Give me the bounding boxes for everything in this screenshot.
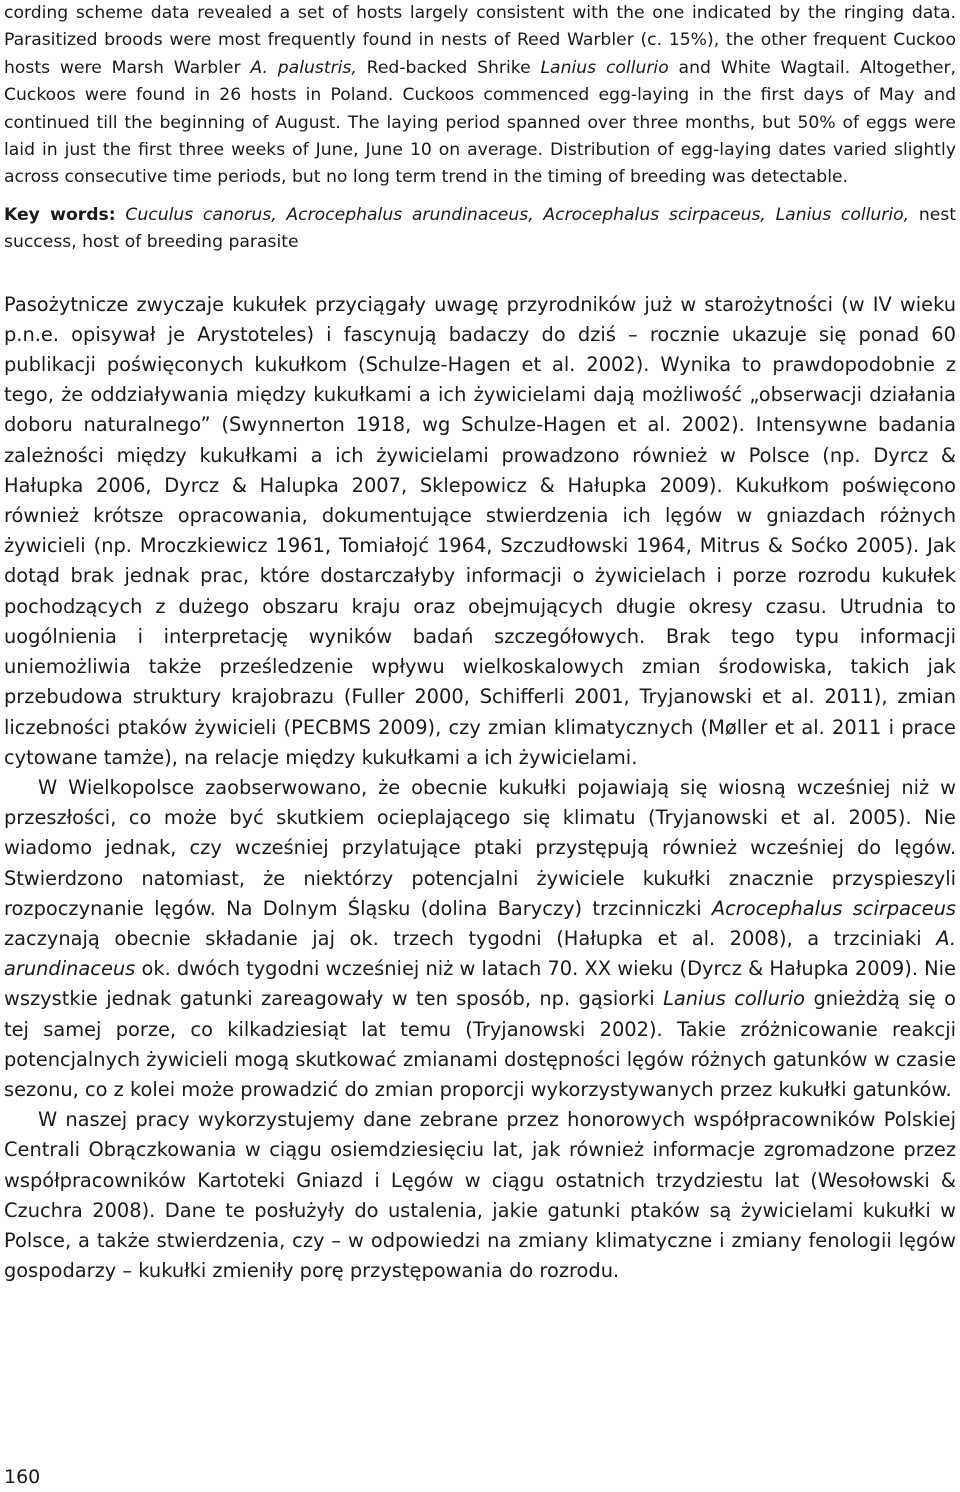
keywords-paragraph — [4, 202, 956, 257]
page-number: 160 — [4, 1466, 41, 1488]
intro-text: ok. dwóch tygodni wcześniej niż w latach 70. XX wieku (Dyrcz & Hałupka 2009). Nie wszystkie jednak gatunki zareagowały w ten sposób, np. gąsiorki — [4, 957, 956, 1011]
keywords-rest: nest success, host of breeding parasite — [4, 204, 956, 253]
abstract-italic-species: A. palustris, — [250, 57, 357, 78]
keywords-label: Key words: — [4, 204, 116, 225]
intro-italic-species: A. arundinaceus — [4, 926, 956, 981]
intro-text: gnieżdżą się o tej samej porze, co kilkadziesiąt lat temu (Tryjanowski 2002). Takie zróżnicowanie reakcji potencjalnych żywicieli mogą skutkować zmianami dostępności lęgów różnych gatunków w czasie sezonu, co z kolei może prowadzić do zmian proporcji wykorzystywanych przez kukułki gatunków. — [4, 987, 956, 1101]
intro-italic-species: Acrocephalus scirpaceus — [711, 896, 957, 920]
keywords-species: Cuculus canorus, Acrocephalus arundinaceus, Acrocephalus scirpaceus, Lanius collurio, — [125, 204, 910, 225]
intro-text: W Wielkopolsce zaobserwowano, że obecnie kukułki pojawiają się wiosną wcześniej niż w przeszłości, co może być skutkiem ocieplającego się klimatu (Tryjanowski et al. 2005). Nie wiadomo jednak, czy wcześniej przylatujące ptaki przystępują również wcześniej do lęgów. Stwierdzono natomiast, że niektórzy potencjalni żywiciele kukułki znacznie przyspieszyli rozpoczynanie lęgów. Na Dolnym Śląsku (dolina Baryczy) trzcinniczki — [4, 775, 956, 920]
abstract-text: cording scheme data revealed a set of hosts largely consistent with the one indicated by the ringing data. Parasitized broods were most frequently found in nests of Reed Warbler (c. 15%), the other frequent Cuckoo hosts were Marsh Warbler — [4, 3, 956, 78]
intro-paragraph-2 — [4, 773, 956, 1105]
intro-paragraph-3: W naszej pracy wykorzystujemy dane zebrane przez honorowych współpracowników Polskiej Centrali Obrączkowania w ciągu osiemdziesięciu lat, jak również informacje zgromadzone przez współpracowników Kartoteki Gniazd i Lęgów w ciągu ostatnich trzydziestu lat (Wesołowski & Czuchra 2008). Dane te posłużyły do ustalenia, jakie gatunki ptaków są żywicielami kukułki w Polsce, a także stwierdzenia, czy – w odpowiedzi na zmiany klimatyczne i zmiany fenologii lęgów gospodarzy – kukułki zmieniły porę przystępowania do rozrodu. — [4, 1108, 956, 1283]
intro-paragraph-1: Pasożytnicze zwyczaje kukułek przyciągały uwagę przyrodników już w starożytności (w IV wieku p.n.e. opisywał je Arystoteles) i fascynują badaczy do dziś – rocznie ukazuje się ponad 60 publikacji poświęconych kukułkom (Schulze-Hagen et al. 2002). Wynika to prawdopodobnie z tego, że oddziaływania między kukułkami a ich żywicielami dają możliwość „obserwacji działania doboru naturalnego” (Swynnerton 1918, wg Schulze-Hagen et al. 2002). Intensywne badania zależności między kukułkami a ich żywicielami prowadzono również w Polsce (np. Dyrcz & Hałupka 2006, Dyrcz & Halupka 2007, Sklepowicz & Hałupka 2009). Kukułkom poświęcono również krótsze opracowania, dokumentujące stwierdzenia ich lęgów w gniazdach różnych żywicieli (np. Mroczkiewicz 1961, Tomiałojć 1964, Szczudłowski 1964, Mitrus & Soćko 2005). Jak dotąd brak jednak prac, które dostarczałyby informacji o żywicielach i porze rozrodu kukułek pochodzących z dużego obszaru kraju oraz obejmujących długie okresy czasu. Utrudnia to uogólnienia i interpretację wyników badań szczegółowych. Brak tego typu informacji uniemożliwia także prześledzenie wpływu wielkoskalowych zmian środowiska, takich jak przebudowa struktury krajobrazu (Fuller 2000, Schifferli 2001, Tryjanowski et al. 2011), zmian liczebności ptaków żywicieli (PECBMS 2009), czy zmian klimatycznych (Møller et al. 2011 i prace cytowane tamże), na relacje między kukułkami a ich żywicielami. — [4, 292, 956, 769]
intro-italic-species: Lanius collurio — [663, 987, 806, 1011]
abstract-text: and White Wagtail. Altogether, Cuckoos were found in 26 hosts in Poland. Cuckoos commenced egg-laying in the first days of May and continued till the beginning of August. The laying period spanned over three months, but 50% of eggs were laid in just the first three weeks of June, June 10 on average. Distribution of egg-laying dates varied slightly across consecutive time periods, but no long term trend in the timing of breeding was detectable. — [4, 57, 957, 188]
abstract-italic-species: Lanius collurio — [540, 57, 669, 78]
abstract-text: Red-backed Shrike — [356, 57, 541, 78]
page-content — [4, 0, 956, 1286]
intro-text: zaczynają obecnie składanie jaj ok. trzech tygodni (Hałupka et al. 2008), a trzciniaki — [4, 926, 937, 950]
abstract-paragraph — [4, 0, 956, 192]
